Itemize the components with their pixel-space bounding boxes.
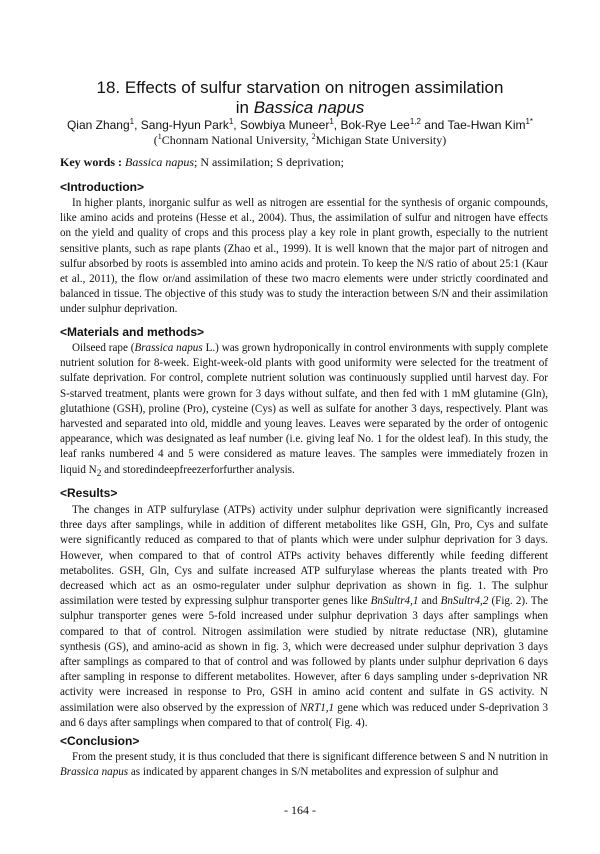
author: Sang-Hyun Park$^1$, <box>140 117 240 132</box>
title-prefix: in <box>235 98 254 117</box>
results-text: The changes in ATP sulfurylase (ATPs) activity under sulphur deprivation were significantly increased three days after samplings, while in addition of different metabolites like GSH, Gln, Pro, Cys and sulfate were significantly reduced as compared to that of plants which were under sulphur deprivation for 3 days. However, when compared to that of control ATPs activity behaves differently while feeding different metabolites. GSH, Gln, Cys and sulfate increased ATP sulfurylase whereas the plants treated with Pro decreased which act as an osmo-regulater under sulphur deprivation as shown in fig. 1. The sulphur assimilation were tested by expressing sulphur transporter genes like BnSultr4,1 and BnSultr4,2 (Fig. 2). The sulphur transporter genes were 5-fold increased under sulphur deprivation 3 days after samplings when compared to that of control. Nitrogen assimilation were studied by nitrate reductase (NR), glutamine synthesis (GS), and amino-acid as shown in fig. 3, which were decreased under sulphur deprivation 3 days after samplings as compared to that of control and was followed by plants under sulphur deprivation 6 days after sampling in response to different metabolites. However, after 6 days sampling under s-deprivation NR activity were increased in response to Pro, GSH in amino acid content and sulfate in GS activity. N assimilation were also observed by the expression of NRT1,1 gene which was reduced under S-deprivation 3 and 6 days after samplings when compared to that of control( Fig. 4). <box>60 504 548 729</box>
paper-title-line2 <box>40 98 560 118</box>
results-heading: <Results> <box>60 486 118 500</box>
introduction-text: In higher plants, inorganic sulfur as well as nitrogen are essential for the synthesis of organic compounds, like amino acids and proteins (Hesse et al., 2004). Thus, the assimilation of sulfur and nitrogen have effects on the yield and quality of crops and this process play a key role in plant growth, especially to the nutrient sensitive plants, such as rape plants (Zhao et al., 1999). It is well known that the major part of nitrogen and sulfur absorbed by roots is assembled into amino acids and protein. To keep the N/S ratio of about 25:1 (Kaur et al., 2011), the flow or/and assimilation of these two macro elements were under strictly coordinated and balanced in tissue. The objective of this study was to study the interaction between S/N and their assimilation under sulphur deprivation. <box>60 197 548 316</box>
introduction-heading: <Introduction> <box>60 180 144 194</box>
author: Bok-Rye Lee$^{1,2}$ and <box>340 117 448 132</box>
author: Qian Zhang$^1$, <box>66 117 141 132</box>
keywords: Key words : Bassica napus; N assimilation; S deprivation; <box>60 155 344 169</box>
methods-text: Oilseed rape (Brassica napus L.) was grown hydroponically in control environments with supply complete nutrient solution for 8-week. Eight-week-old plants with good uniformity were selected for the treatment of sulfate deprivation. For control, complete nutrient solution was continuously supplied until harvest day. For S-starved treatment, plants were grown for 3 days without sulfate, and then fed with 1 mM glutamine (Gln), glutathione (GSH), proline (Pro), cysteine (Cys) as well as sulfate for another 3 days, respectively. Plant was harvested and separated into old, middle and young leaves. Leaves were separated by the order of ontogenic appearance, which was designated as leaf number (i.e. giving leaf No. 1 for the oldest leaf). In this study, the leaf ranks numbered 4 and 5 were considered as mature leaves. The samples were immediately frozen in liquid $N_2$ and storedindeepfreezerforfurther analysis. <box>60 342 549 479</box>
methods-heading: <Materials and methods> <box>60 325 205 339</box>
author: Sowbiya Muneer$^1$, <box>239 117 341 132</box>
author: Tae-Hwan Kim$^{1*}$ <box>447 117 534 132</box>
page-number: - 164 - <box>284 803 316 817</box>
keywords-label: Key words : <box>60 155 125 169</box>
author-list <box>20 118 580 133</box>
paper-title: 18. Effects of sulfur starvation on nitrogen assimilation <box>96 78 504 97</box>
affiliations: ($^1$Chonnam National University, $^2$Michigan State University) <box>153 132 447 147</box>
title-species: Bassica napus <box>253 98 365 117</box>
conclusion-heading: <Conclusion> <box>60 734 140 748</box>
conclusion-text: From the present study, it is thus concluded that there is significant difference between S and N nutrition in Brassica napus as indicated by apparent changes in S/N metabolites and expression of sulphur and <box>60 751 548 779</box>
